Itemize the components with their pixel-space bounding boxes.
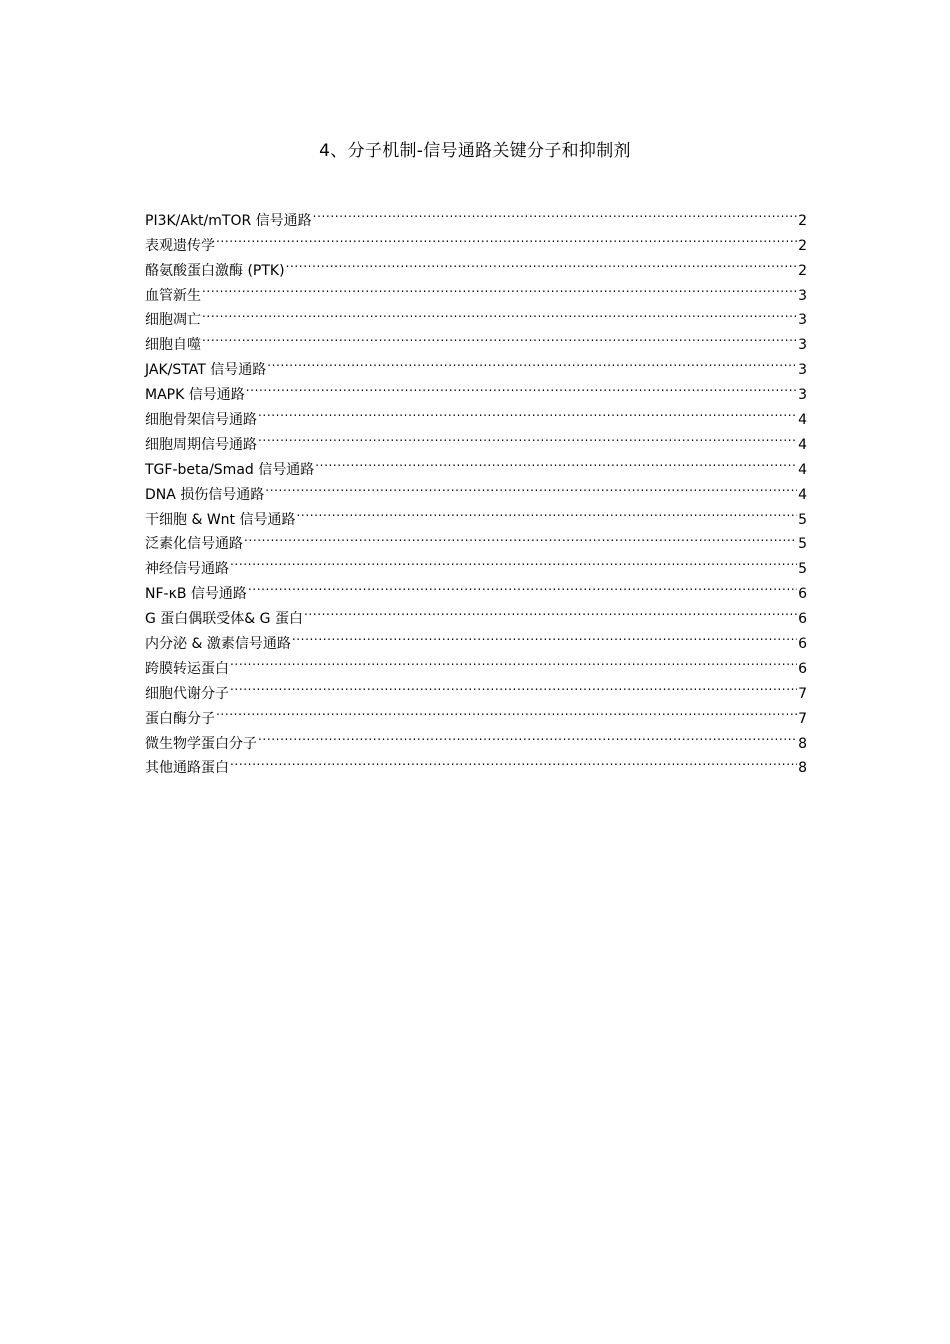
toc-dot-leader xyxy=(216,225,797,250)
toc-entry[interactable] xyxy=(145,275,807,304)
toc-entry-page-number: 2 xyxy=(798,212,807,229)
toc-entry-page-number: 5 xyxy=(798,511,807,528)
toc-entry[interactable] xyxy=(145,573,807,603)
toc-dot-leader xyxy=(246,374,797,399)
toc-dot-leader xyxy=(202,300,797,325)
toc-entry-label: 微生物学蛋白分子 xyxy=(145,735,257,752)
toc-entry-page-number: 7 xyxy=(798,710,807,727)
toc-dot-leader xyxy=(230,648,797,673)
toc-dot-leader xyxy=(286,250,798,275)
toc-entry-label: 细胞周期信号通路 xyxy=(145,436,257,453)
toc-entry-label: MAPK 信号通路 xyxy=(145,387,245,404)
toc-entry-label: 细胞骨架信号通路 xyxy=(145,412,257,429)
toc-dot-leader xyxy=(258,723,797,748)
toc-entry-label: 跨膜转运蛋白 xyxy=(145,660,229,677)
toc-entry[interactable] xyxy=(145,548,807,578)
toc-entry-page-number: 3 xyxy=(798,337,807,354)
toc-entry-page-number: 5 xyxy=(798,536,807,553)
toc-entry-page-number: 4 xyxy=(798,461,807,478)
toc-entry[interactable] xyxy=(145,673,807,702)
toc-entry-page-number: 7 xyxy=(798,685,807,702)
toc-dot-leader xyxy=(296,499,797,524)
toc-dot-leader xyxy=(265,474,797,499)
toc-dot-leader xyxy=(230,673,797,698)
toc-entry-page-number: 6 xyxy=(798,586,807,603)
table-of-contents xyxy=(145,200,807,777)
toc-entry-label: 内分泌 & 激素信号通路 xyxy=(145,636,291,653)
toc-dot-leader xyxy=(313,200,797,225)
toc-entry[interactable] xyxy=(145,723,807,752)
toc-entry-label: 表观遗传学 xyxy=(145,237,215,254)
toc-entry-page-number: 6 xyxy=(798,636,807,653)
toc-dot-leader xyxy=(292,623,797,648)
toc-entry-label: 酪氨酸蛋白激酶 (PTK) xyxy=(145,262,285,279)
toc-entry[interactable] xyxy=(145,324,807,354)
toc-entry-label: 干细胞 & Wnt 信号通路 xyxy=(145,511,296,528)
toc-entry-page-number: 4 xyxy=(798,436,807,453)
toc-dot-leader xyxy=(315,449,797,474)
toc-entry-label: 血管新生 xyxy=(145,287,201,304)
toc-entry-page-number: 3 xyxy=(798,287,807,304)
toc-dot-leader xyxy=(258,399,797,424)
toc-entry[interactable] xyxy=(145,225,807,254)
toc-entry-page-number: 6 xyxy=(798,660,807,677)
toc-entry-label: TGF-beta/Smad 信号通路 xyxy=(145,461,315,478)
toc-entry-label: 细胞自噬 xyxy=(145,337,201,354)
toc-entry-page-number: 4 xyxy=(798,412,807,429)
toc-entry-page-number: 3 xyxy=(798,387,807,404)
toc-entry-label: G 蛋白偶联受体& G 蛋白 xyxy=(145,611,303,628)
toc-dot-leader xyxy=(230,548,797,573)
toc-entry-page-number: 3 xyxy=(798,312,807,329)
toc-entry-page-number: 4 xyxy=(798,486,807,503)
toc-dot-leader xyxy=(267,349,797,374)
toc-entry[interactable] xyxy=(145,349,807,379)
toc-dot-leader xyxy=(244,524,797,549)
toc-entry-label: NF-κB 信号通路 xyxy=(145,586,247,603)
toc-entry-label: 神经信号通路 xyxy=(145,561,229,578)
toc-dot-leader xyxy=(248,573,797,598)
toc-entry[interactable] xyxy=(145,524,807,553)
toc-dot-leader xyxy=(202,275,797,300)
toc-entry-label: 泛素化信号通路 xyxy=(145,536,243,553)
toc-entry-label: PI3K/Akt/mTOR 信号通路 xyxy=(145,212,312,229)
toc-entry[interactable] xyxy=(145,698,807,727)
toc-entry[interactable] xyxy=(145,300,807,329)
toc-dot-leader xyxy=(304,598,797,623)
toc-entry-label: JAK/STAT 信号通路 xyxy=(145,362,267,379)
toc-entry-page-number: 2 xyxy=(798,262,807,279)
toc-entry[interactable] xyxy=(145,648,807,677)
toc-entry[interactable] xyxy=(145,200,807,229)
toc-dot-leader xyxy=(230,748,797,773)
toc-dot-leader xyxy=(202,324,797,349)
toc-entry[interactable] xyxy=(145,748,807,777)
toc-entry[interactable] xyxy=(145,250,807,279)
page-title: 4、分子机制-信号通路关键分子和抑制剂 xyxy=(319,141,631,161)
toc-entry-page-number: 8 xyxy=(798,760,807,777)
toc-entry-label: 蛋白酶分子 xyxy=(145,710,215,727)
toc-entry-label: 细胞代谢分子 xyxy=(145,685,229,702)
toc-entry-label: DNA 损伤信号通路 xyxy=(145,486,265,503)
toc-entry-label: 其他通路蛋白 xyxy=(145,760,229,777)
toc-entry-page-number: 8 xyxy=(798,735,807,752)
toc-entry-page-number: 5 xyxy=(798,561,807,578)
toc-dot-leader xyxy=(216,698,797,723)
toc-entry-page-number: 3 xyxy=(798,362,807,379)
toc-dot-leader xyxy=(258,424,797,449)
toc-entry-page-number: 2 xyxy=(798,237,807,254)
toc-entry-page-number: 6 xyxy=(798,611,807,628)
toc-entry-label: 细胞凋亡 xyxy=(145,312,201,329)
